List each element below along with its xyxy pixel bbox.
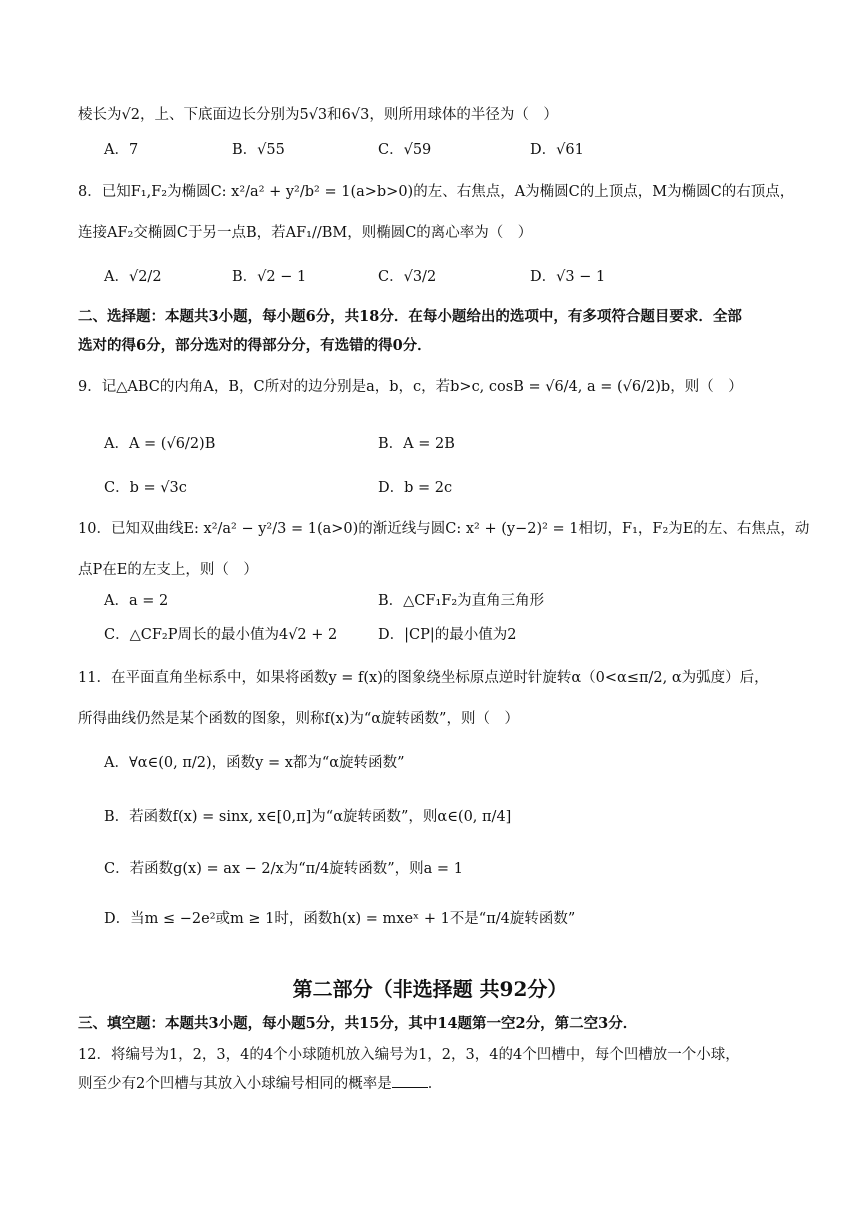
q10-option-a: A．a = 2 xyxy=(104,593,169,609)
q10-continuation: 点P在E的左支上，则（ ） xyxy=(78,562,258,578)
q7-option-b: B．√55 xyxy=(232,142,285,158)
q9-stem: 9．记△ABC的内角A，B，C所对的边分别是a，b，c，若b>c, cosB = √6/4, a = (√6/2)b，则（ ） xyxy=(78,379,743,395)
q8-stem: 8．已知F₁,F₂为椭圆C: x²/a² + y²/b² = 1(a>b>0)的左、右焦点，A为椭圆C的上顶点，M为椭圆C的右顶点， xyxy=(78,184,795,200)
q8-option-c: C．√3/2 xyxy=(378,269,437,285)
q10-option-d: D．|CP|的最小值为2 xyxy=(378,627,517,643)
q8-option-b: B．√2 − 1 xyxy=(232,269,307,285)
q11-option-c: C．若函数g(x) = ax − 2/x为“π/4旋转函数”，则a = 1 xyxy=(104,861,463,877)
q11-stem: 11．在平面直角坐标系中，如果将函数y = f(x)的图象绕坐标原点逆时针旋转α（0<α≤π/2, α为弧度）后， xyxy=(78,670,769,686)
q7-option-a: A．7 xyxy=(104,142,139,158)
q8-option-d: D．√3 − 1 xyxy=(530,269,606,285)
q11-continuation: 所得曲线仍然是某个函数的图象，则称f(x)为“α旋转函数”，则（ ） xyxy=(78,711,519,727)
q12-continuation-text: 则至少有2个凹槽与其放入小球编号相同的概率是 xyxy=(78,1076,392,1092)
q7-option-c: C．√59 xyxy=(378,142,432,158)
q9-option-a: A．A = (√6/2)B xyxy=(104,436,216,452)
q7-continuation: 棱长为√2，上、下底面边长分别为5√3和6√3，则所用球体的半径为（ ） xyxy=(78,107,558,123)
q9-option-b: B．A = 2B xyxy=(378,436,455,452)
section3-heading: 三、填空题：本题共3小题，每小题5分，共15分，其中14题第一空2分，第二空3分． xyxy=(78,1015,638,1032)
q11-option-a: A．∀α∈(0, π/2)，函数y = x都为“α旋转函数” xyxy=(104,755,405,771)
q8-continuation: 连接AF₂交椭圆C于另一点B，若AF₁//BM，则椭圆C的离心率为（ ） xyxy=(78,225,533,241)
q12-stem: 12．将编号为1，2，3，4的4个小球随机放入编号为1，2，3，4的4个凹槽中，每个凹槽放一个小球， xyxy=(78,1047,740,1063)
q12-continuation xyxy=(78,1073,442,1095)
q11-option-b: B．若函数f(x) = sinx, x∈[0,π]为“α旋转函数”，则α∈(0, π/4] xyxy=(104,809,512,825)
q9-option-c: C．b = √3c xyxy=(104,480,187,496)
q10-option-b: B．△CF₁F₂为直角三角形 xyxy=(378,593,545,609)
q11-option-d: D．当m ≤ −2e²或m ≥ 1时，函数h(x) = mxeˣ + 1不是“π/4旋转函数” xyxy=(104,911,576,927)
q10-option-c: C．△CF₂P周长的最小值为4√2 + 2 xyxy=(104,627,338,643)
q8-option-a: A．√2/2 xyxy=(104,269,162,285)
section2-heading-line1: 二、选择题：本题共3小题，每小题6分，共18分．在每小题给出的选项中，有多项符合题目要求．全部 xyxy=(78,308,742,325)
q12-end-mark: ． xyxy=(427,1076,443,1092)
q9-option-d: D．b = 2c xyxy=(378,480,453,496)
section2-heading-line2: 选对的得6分，部分选对的得部分分，有选错的得0分． xyxy=(78,337,432,354)
q7-option-d: D．√61 xyxy=(530,142,584,158)
q10-stem: 10．已知双曲线E: x²/a² − y²/3 = 1(a>0)的渐近线与圆C: x² + (y−2)² = 1相切，F₁，F₂为E的左、右焦点，动 xyxy=(78,521,810,537)
answer-blank xyxy=(392,1073,428,1088)
part2-title: 第二部分（非选择题 共92分） xyxy=(292,977,568,1001)
